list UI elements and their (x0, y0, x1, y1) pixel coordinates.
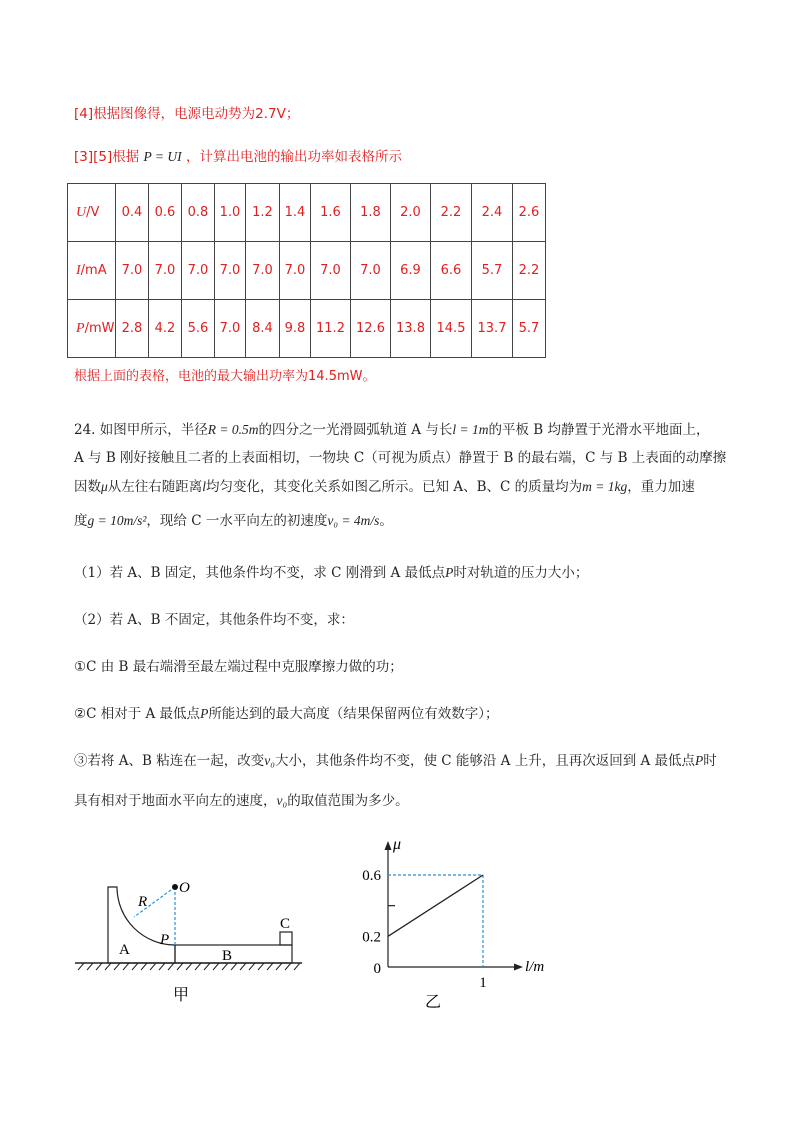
label-P: P (160, 932, 170, 948)
question-1-text-a: （1）若 A、B 固定，其他条件均不变，求 C 刚滑到 A 最低点 (74, 565, 446, 581)
table-cell: 2.8 (116, 300, 149, 358)
conclusion-end: 。 (362, 369, 376, 384)
origin-label: 0 (373, 961, 381, 977)
row-unit: /mA (80, 262, 107, 278)
sub-question-1-text: ①C 由 B 最右端滑至最左端过程中克服摩擦力做的功； (74, 659, 403, 675)
problem-text-2: A 与 B 刚好接触且二者的上表面相切，一物块 C（可视为质点）静置于 B 的最右端，C 与 B 上表面的动摩擦 (74, 450, 727, 466)
v0-symbol-2: v₀ (276, 793, 288, 808)
question-2-text: （2）若 A、B 不固定，其他条件均不变，求： (74, 612, 354, 628)
x-tick-label-1: 1 (479, 975, 487, 991)
problem-text-4a: 度 (74, 513, 88, 529)
problem-text-1b: 的四分之一光滑圆弧轨道 A 与长 (258, 422, 453, 438)
table-cell: 7.0 (116, 242, 149, 300)
v0-eq: v₀ = 4m/s (327, 513, 380, 528)
power-table-row (68, 184, 546, 242)
table-cell: 11.2 (311, 300, 351, 358)
table-cell: 6.9 (391, 242, 431, 300)
x-axis-arrow (514, 964, 523, 971)
block-C (280, 932, 292, 945)
table-cell: 2.2 (431, 184, 472, 242)
problem-line-1 (74, 420, 710, 440)
table-cell: 9.8 (280, 300, 311, 358)
answer-end-4: ； (285, 106, 300, 122)
problem-text-3b: 从左往右随距离 (107, 479, 203, 495)
y-axis-label: μ (393, 836, 402, 853)
problem-line-2 (74, 448, 726, 468)
table-cell: 2.0 (391, 184, 431, 242)
l-symbol: l (202, 479, 207, 494)
table-cell: 7.0 (215, 242, 246, 300)
power-table-row (68, 300, 546, 358)
table-cell: 6.6 (431, 242, 472, 300)
x-axis-label: l/m (525, 959, 545, 975)
answer-tag-35: [3][5] (74, 149, 113, 165)
sub-question-3-cont (74, 791, 409, 811)
table-cell: 2.6 (513, 184, 546, 242)
problem-line-4 (74, 511, 393, 531)
emf-value: 2.7V (255, 106, 286, 122)
length-eq: l = 1m (452, 422, 489, 437)
question-1-text-b: 时对轨道的压力大小； (453, 565, 589, 581)
problem-text-4c: 。 (379, 513, 393, 529)
table-cell: 7.0 (182, 242, 215, 300)
problem-text-1c: 的平板 B 均静置于光滑水平地面上， (488, 422, 710, 438)
table-cell: 1.4 (280, 184, 311, 242)
answer-line-35 (74, 147, 402, 167)
sub-question-3-text-e: 的取值范围为多少。 (287, 793, 409, 809)
table-cell: 7.0 (311, 242, 351, 300)
answer-tag-4: [4] (74, 106, 94, 122)
mu-series-line (388, 875, 483, 936)
question-2 (74, 610, 354, 630)
answer-rest-35: ，计算出电池的输出功率如表格所示 (185, 149, 402, 165)
row-variable: U (76, 204, 87, 220)
sub-question-1 (74, 657, 403, 677)
table-cell: 7.0 (149, 242, 182, 300)
gravity-eq: g = 10m/s² (87, 513, 147, 528)
table-cell: 7.0 (215, 300, 246, 358)
question-1 (74, 563, 588, 583)
plank-B (175, 945, 292, 963)
sub-question-3-text-c: 时 (703, 753, 717, 769)
radius-eq: R = 0.5m (207, 422, 259, 437)
P-symbol-2: P (200, 706, 209, 721)
answer-text-4: 根据图像得，电源电动势为 (93, 106, 256, 122)
table-cell: 0.4 (116, 184, 149, 242)
table-cell: 13.8 (391, 300, 431, 358)
table-cell: 1.0 (215, 184, 246, 242)
v0-symbol-1: v₀ (264, 753, 275, 768)
problem-line-3 (74, 477, 695, 497)
problem-text-3d: ，重力加速 (627, 479, 695, 495)
label-C: C (280, 916, 291, 932)
label-A: A (119, 942, 130, 958)
problem-text-4b: ，现给 C 一水平向左的初速度 (146, 513, 328, 529)
table-cell: 12.6 (351, 300, 391, 358)
table-cell: 7.0 (351, 242, 391, 300)
y-axis-arrow (385, 841, 392, 850)
caption-jia: 甲 (173, 987, 190, 1004)
mass-eq: m = 1kg (582, 479, 628, 494)
table-cell: 0.8 (182, 184, 215, 242)
row-header (68, 184, 116, 242)
table-cell: 0.6 (149, 184, 182, 242)
table-cell: 2.4 (472, 184, 513, 242)
caption-yi: 乙 (425, 994, 442, 1011)
answer-line-4 (74, 104, 299, 124)
label-O: O (179, 880, 190, 896)
P-symbol-3: P (695, 753, 704, 768)
problem-text-1a: 如图甲所示，半径 (99, 422, 208, 438)
table-cell: 8.4 (246, 300, 280, 358)
mu-symbol: μ (101, 479, 108, 494)
table-cell: 14.5 (431, 300, 472, 358)
problem-text-3c: 均匀变化，其变化关系如图乙所示。已知 A、B、C 的质量均为 (206, 479, 583, 495)
max-power-value: 14.5mW (308, 369, 363, 384)
table-cell: 1.2 (246, 184, 280, 242)
row-header (68, 300, 116, 358)
y-tick-label-0.2: 0.2 (362, 929, 381, 946)
row-variable: P (76, 320, 85, 336)
table-cell: 13.7 (472, 300, 513, 358)
sub-question-3-text-b: 大小，其他条件均不变，使 C 能够沿 A 上升，且再次返回到 A 最低点 (274, 753, 696, 769)
sub-question-3-text-d: 具有相对于地面水平向左的速度， (74, 793, 277, 809)
y-tick-label-0.6: 0.6 (362, 868, 381, 884)
sub-question-2-text-a: ②C 相对于 A 最低点 (74, 706, 201, 722)
center-O-dot (172, 884, 178, 890)
sub-question-3-text-a: ③若将 A、B 粘连在一起，改变 (74, 753, 265, 769)
table-cell: 1.8 (351, 184, 391, 242)
problem-text-3a: 因数 (74, 479, 101, 495)
answer-text-35: 根据 (112, 149, 140, 165)
P-symbol-1: P (445, 565, 454, 580)
conclusion-line (74, 367, 376, 387)
figure-yi-chart (335, 835, 565, 1015)
power-table (67, 183, 546, 358)
table-cell: 5.7 (513, 300, 546, 358)
table-cell: 5.6 (182, 300, 215, 358)
label-B: B (222, 948, 233, 964)
table-cell: 4.2 (149, 300, 182, 358)
sub-question-2 (74, 704, 499, 724)
table-cell: 7.0 (246, 242, 280, 300)
row-header (68, 242, 116, 300)
row-unit: /V (86, 204, 100, 220)
table-cell: 7.0 (280, 242, 311, 300)
ground-hatch (78, 963, 300, 970)
sub-question-3 (74, 751, 717, 771)
table-cell: 1.6 (311, 184, 351, 242)
figure-jia (70, 860, 310, 1010)
power-formula: P = UI (143, 149, 182, 164)
sub-question-2-text-b: 所能达到的最大高度（结果保留两位有效数字）； (208, 706, 499, 722)
table-cell: 2.2 (513, 242, 546, 300)
label-R: R (138, 894, 148, 910)
row-variable: I (76, 262, 81, 278)
row-unit: /mW (84, 320, 115, 336)
conclusion-text: 根据上面的表格，电池的最大输出功率为 (74, 369, 309, 384)
problem-number: 24. (74, 422, 96, 438)
table-cell: 5.7 (472, 242, 513, 300)
power-table-row (68, 242, 546, 300)
